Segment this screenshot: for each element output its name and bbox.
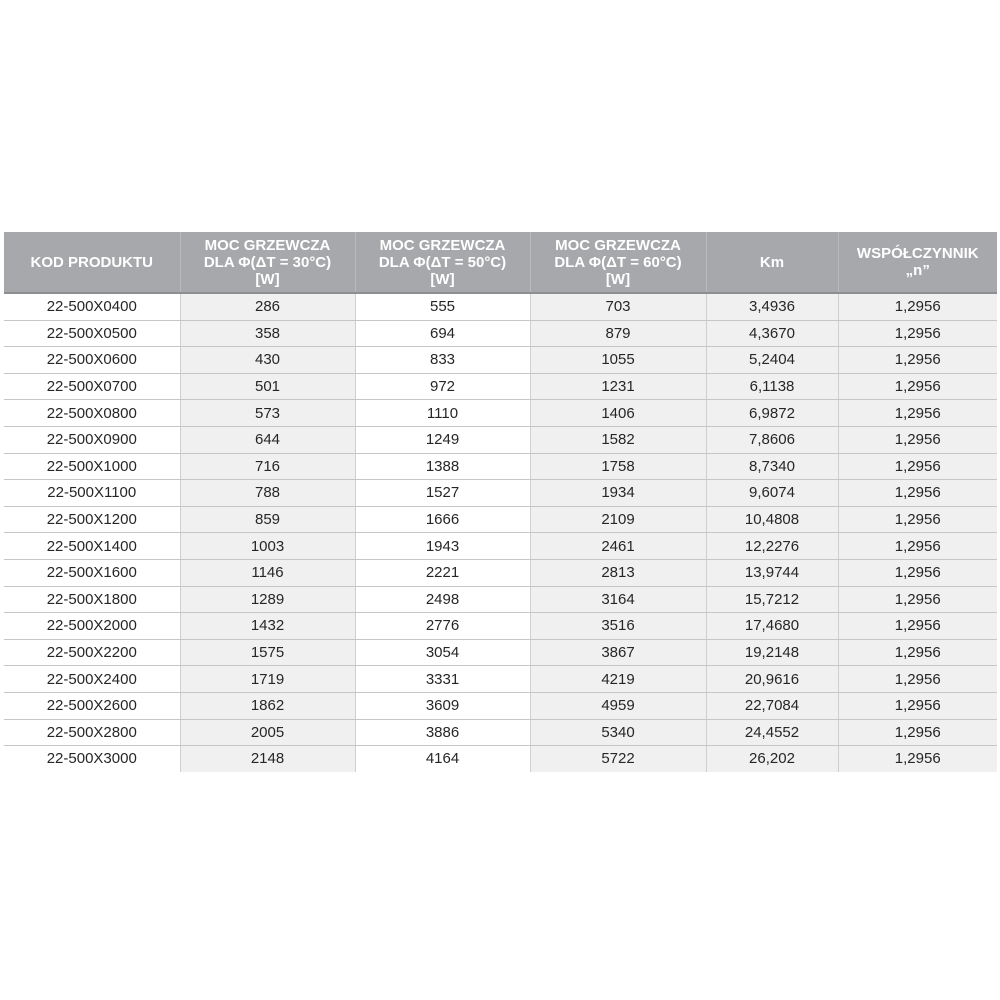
power-dt30-cell: 430 [180,347,355,374]
power-dt30-cell: 501 [180,373,355,400]
product-code-cell: 22-500X2600 [4,692,180,719]
power-dt30-cell: 1289 [180,586,355,613]
km-cell: 9,6074 [706,480,838,507]
power-dt50-cell: 1943 [355,533,530,560]
power-dt50-cell: 3886 [355,719,530,746]
header-line: DLA Φ(ΔT = 60°C) [554,253,682,271]
product-code-cell: 22-500X1400 [4,533,180,560]
power-dt60-cell: 1582 [530,426,706,453]
power-dt30-cell: 1146 [180,559,355,586]
power-dt30-cell: 788 [180,480,355,507]
power-dt60-cell: 2461 [530,533,706,560]
table-row [4,586,997,613]
header-line: DLA Φ(ΔT = 50°C) [378,253,507,271]
product-code-cell: 22-500X2200 [4,639,180,666]
power-dt60-cell: 1055 [530,347,706,374]
power-dt60-cell: 1934 [530,480,706,507]
power-dt60-cell: 879 [530,320,706,347]
product-code-cell: 22-500X2400 [4,666,180,693]
coefficient-n-cell: 1,2956 [838,373,997,400]
km-cell: 26,202 [706,746,838,772]
table-row [4,347,997,374]
power-dt30-cell: 644 [180,426,355,453]
header-power-dt30 [180,232,355,293]
header-line: MOC GRZEWCZA [204,236,331,254]
header-line: WSPÓŁCZYNNIK [856,245,979,262]
table-row [4,533,997,560]
power-dt60-cell: 3867 [530,639,706,666]
product-code-cell: 22-500X2000 [4,613,180,640]
header-line: „n” [905,262,930,279]
power-dt50-cell: 1388 [355,453,530,480]
power-dt50-cell: 1527 [355,480,530,507]
header-line: [W] [605,270,631,288]
header-line: [W] [255,270,280,288]
coefficient-n-cell: 1,2956 [838,719,997,746]
power-dt60-cell: 1758 [530,453,706,480]
coefficient-n-cell: 1,2956 [838,426,997,453]
power-dt60-cell: 5340 [530,719,706,746]
coefficient-n-cell: 1,2956 [838,586,997,613]
km-cell: 19,2148 [706,639,838,666]
power-dt50-cell: 1110 [355,400,530,427]
power-dt50-cell: 1666 [355,506,530,533]
table-row [4,400,997,427]
km-cell: 7,8606 [706,426,838,453]
coefficient-n-cell: 1,2956 [838,347,997,374]
header-km [706,232,838,293]
header-product-code [4,232,180,293]
power-dt50-cell: 2221 [355,559,530,586]
table-row [4,639,997,666]
coefficient-n-cell: 1,2956 [838,533,997,560]
power-dt30-cell: 716 [180,453,355,480]
header-line: [W] [430,270,455,288]
table-row [4,559,997,586]
power-dt60-cell: 5722 [530,746,706,772]
power-dt60-cell: 4219 [530,666,706,693]
product-code-cell: 22-500X0500 [4,320,180,347]
power-dt50-cell: 833 [355,347,530,374]
km-cell: 15,7212 [706,586,838,613]
power-dt50-cell: 1249 [355,426,530,453]
km-cell: 8,7340 [706,453,838,480]
km-cell: 17,4680 [706,613,838,640]
product-code-cell: 22-500X0700 [4,373,180,400]
power-dt50-cell: 555 [355,293,530,320]
power-dt50-cell: 3054 [355,639,530,666]
km-cell: 6,9872 [706,400,838,427]
km-cell: 22,7084 [706,692,838,719]
product-code-cell: 22-500X0600 [4,347,180,374]
coefficient-n-cell: 1,2956 [838,746,997,772]
power-dt60-cell: 3516 [530,613,706,640]
product-code-cell: 22-500X0400 [4,293,180,320]
km-cell: 4,3670 [706,320,838,347]
power-dt50-cell: 2776 [355,613,530,640]
power-dt50-cell: 2498 [355,586,530,613]
header-power-dt50 [355,232,530,293]
product-code-cell: 22-500X1800 [4,586,180,613]
table-row [4,373,997,400]
header-line: Km [759,253,785,271]
header-line: MOC GRZEWCZA [379,236,506,254]
product-code-cell: 22-500X2800 [4,719,180,746]
product-code-cell: 22-500X0800 [4,400,180,427]
header-power-dt60 [530,232,706,293]
table-row [4,480,997,507]
coefficient-n-cell: 1,2956 [838,453,997,480]
header-row [4,232,997,293]
coefficient-n-cell: 1,2956 [838,320,997,347]
km-cell: 10,4808 [706,506,838,533]
power-dt30-cell: 1003 [180,533,355,560]
table-row [4,719,997,746]
power-dt30-cell: 2148 [180,746,355,772]
power-dt50-cell: 3609 [355,692,530,719]
table-body [4,293,997,772]
km-cell: 12,2276 [706,533,838,560]
coefficient-n-cell: 1,2956 [838,692,997,719]
power-dt30-cell: 1862 [180,692,355,719]
power-dt50-cell: 972 [355,373,530,400]
power-dt30-cell: 573 [180,400,355,427]
power-dt50-cell: 4164 [355,746,530,772]
coefficient-n-cell: 1,2956 [838,293,997,320]
power-dt30-cell: 1432 [180,613,355,640]
power-dt60-cell: 703 [530,293,706,320]
header-line: KOD PRODUKTU [30,253,153,271]
table-row [4,453,997,480]
product-spec-table [4,232,997,772]
table-row [4,320,997,347]
km-cell: 20,9616 [706,666,838,693]
header-line: DLA Φ(ΔT = 30°C) [203,253,332,271]
table-row [4,506,997,533]
km-cell: 13,9744 [706,559,838,586]
coefficient-n-cell: 1,2956 [838,666,997,693]
coefficient-n-cell: 1,2956 [838,613,997,640]
product-code-cell: 22-500X1100 [4,480,180,507]
coefficient-n-cell: 1,2956 [838,480,997,507]
km-cell: 6,1138 [706,373,838,400]
table-row [4,293,997,320]
product-code-cell: 22-500X1600 [4,559,180,586]
km-cell: 3,4936 [706,293,838,320]
power-dt60-cell: 2109 [530,506,706,533]
table-header [4,232,997,293]
power-dt30-cell: 2005 [180,719,355,746]
product-code-cell: 22-500X3000 [4,746,180,772]
table-row [4,666,997,693]
power-dt50-cell: 694 [355,320,530,347]
km-cell: 5,2404 [706,347,838,374]
power-dt60-cell: 3164 [530,586,706,613]
power-dt30-cell: 358 [180,320,355,347]
power-dt60-cell: 4959 [530,692,706,719]
header-line: MOC GRZEWCZA [555,236,681,254]
coefficient-n-cell: 1,2956 [838,400,997,427]
coefficient-n-cell: 1,2956 [838,639,997,666]
table-row [4,613,997,640]
header-coefficient-n [838,232,997,293]
table-row [4,426,997,453]
power-dt30-cell: 859 [180,506,355,533]
power-dt30-cell: 1575 [180,639,355,666]
table-row [4,746,997,772]
power-dt30-cell: 286 [180,293,355,320]
table-row [4,692,997,719]
power-dt30-cell: 1719 [180,666,355,693]
coefficient-n-cell: 1,2956 [838,506,997,533]
product-code-cell: 22-500X1000 [4,453,180,480]
product-code-cell: 22-500X0900 [4,426,180,453]
power-dt50-cell: 3331 [355,666,530,693]
km-cell: 24,4552 [706,719,838,746]
power-dt60-cell: 1231 [530,373,706,400]
product-code-cell: 22-500X1200 [4,506,180,533]
power-dt60-cell: 1406 [530,400,706,427]
power-dt60-cell: 2813 [530,559,706,586]
coefficient-n-cell: 1,2956 [838,559,997,586]
